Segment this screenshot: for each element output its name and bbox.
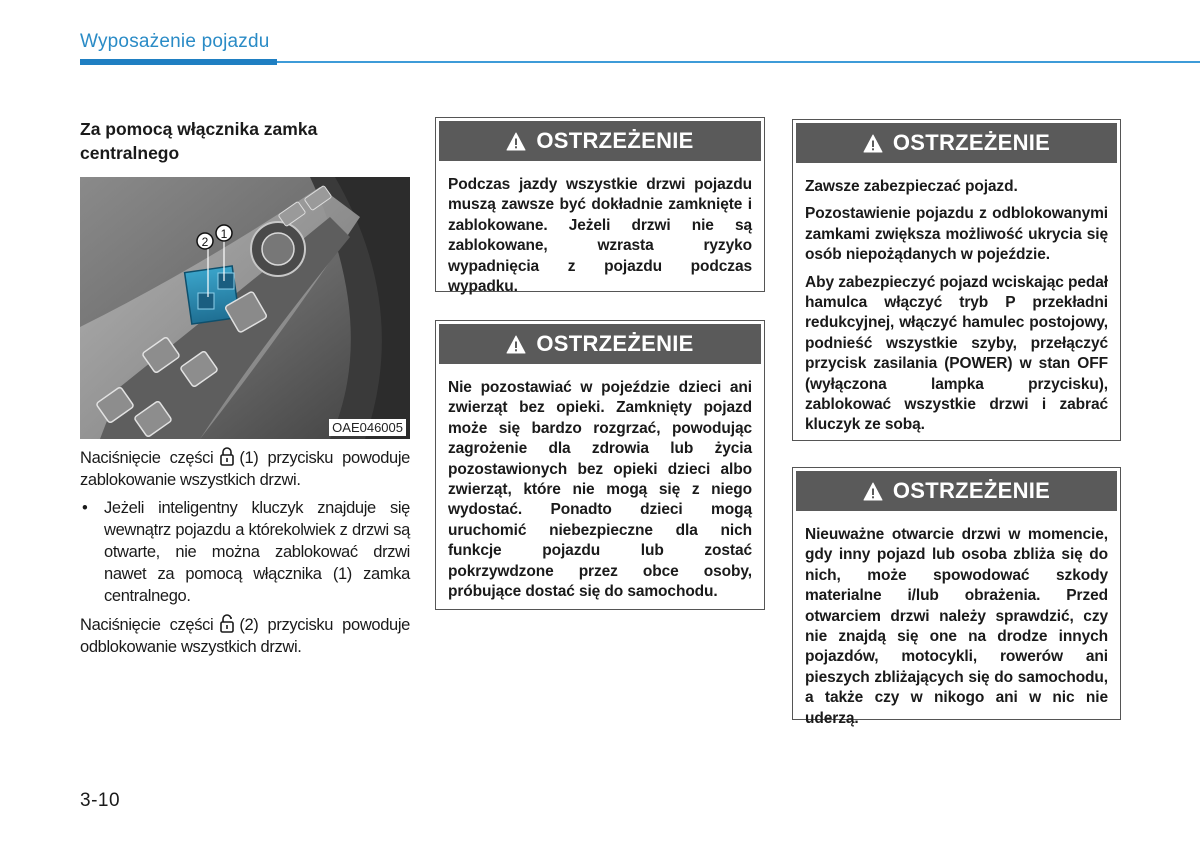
warning-body [793, 511, 1120, 744]
header-rule-accent [80, 59, 277, 65]
door-panel-illustration [80, 177, 410, 439]
warning-heading: OSTRZEŻENIE [892, 130, 1051, 155]
body-text [80, 446, 410, 664]
warning-body [793, 163, 1120, 451]
page-header-title: Wyposażenie pojazdu [80, 31, 270, 52]
page-number: 3-10 [80, 790, 121, 811]
bullet-text: Jeżeli inteligentny kluczyk znajduje się wewnątrz pojazdu a którekolwiek z drzwi są otwarte, nie można zablokować drzwi nawet za pomocą włącznika (1) zamka centralnego. [104, 499, 410, 605]
warning-heading: OSTRZEŻENIE [892, 478, 1051, 503]
callout-1-label: 1 [220, 227, 228, 241]
warning-triangle-icon [506, 335, 526, 354]
warning-header [796, 471, 1117, 511]
paragraph-unlock [80, 613, 410, 658]
warning-paragraph: Podczas jazdy wszystkie drzwi pojazdu muszą zawsze być dokładnie zamknięte i zablokowane. Jeżeli drzwi nie są zablokowane, wzrasta ryzyko wypadnięcia z pojazdu podczas wypadku. [448, 176, 752, 296]
bullet-item [80, 497, 410, 607]
warning-paragraph: Zawsze zabezpieczać pojazd. [805, 178, 1018, 195]
warning-paragraph: Pozostawienie pojazdu z odblokowanymi zamkami zwiększa możliwość ukrycia się osób niepożądanych w pojeździe. [805, 205, 1108, 264]
warning-triangle-icon [863, 134, 883, 153]
p2-text-after: (2) przycisku powoduje odblokowanie wszystkich drzwi. [80, 616, 411, 656]
warning-box [435, 320, 765, 610]
callout-2-label: 2 [201, 235, 209, 249]
section-heading-block [80, 117, 410, 165]
bullet-dot: • [82, 499, 88, 517]
warning-paragraph: Nie pozostawiać w pojeździe dzieci ani zwierząt bez opieki. Zamknięty pojazd może się bardzo rozgrzać, powodując zagrożenie dla zdrowia lub życia pozostawionych bez opieki dzieci albo zwierząt, które nie mogą się z niego wydostać. Ponadto dzieci mogą uruchomić niebezpieczne dla nich funkcje pojazdu lub zostać pokrzywdzone przez obce osoby, próbujące dostać się do samochodu. [448, 379, 752, 601]
warning-paragraph: Nieuważne otwarcie drzwi w momencie, gdy inny pojazd lub osoba zbliża się do nich, może spowodować szkody materialne i/lub obrażenia. Przed otwarciem drzwi należy sprawdzić, czy nie znajdą się one na drodze innych pojazdów, motocykli, rowerów ani pieszych zbliżających się do samochodu, a także czy w nikogo ani w nic nie uderzą. [805, 526, 1108, 727]
warning-box [435, 117, 765, 296]
p1-text-after: (1) przycisku powoduje zablokowanie wszystkich drzwi. [80, 449, 411, 489]
p1-text-before: Naciśnięcie części [80, 449, 214, 467]
paragraph-lock [80, 446, 410, 491]
warning-paragraph: Aby zabezpieczyć pojazd wciskając pedał hamulca włączyć tryb P przekładni redukcyjnej, włączyć hamulec postojowy, podnieść wszystkie szyby, przełączyć przycisk zasilania (POWER) w stan OFF (wyłączona lampka przycisku), zablokować wszystkie drzwi i zabrać kluczyk ze sobą. [805, 273, 1108, 434]
warning-triangle-icon [863, 482, 883, 501]
section-title: Za pomocą włącznika zamka centralnego [80, 119, 318, 163]
door-switch-photo [80, 177, 410, 439]
warning-heading: OSTRZEŻENIE [536, 331, 694, 356]
warning-header [439, 324, 761, 364]
figure-code: OAE046005 [329, 419, 406, 436]
warning-triangle-icon [506, 132, 526, 151]
warning-box [792, 467, 1121, 727]
p2-text-before: Naciśnięcie części [80, 616, 214, 634]
warning-body [436, 161, 764, 312]
unlock-icon [219, 613, 235, 633]
warning-header [796, 123, 1117, 163]
warning-body [436, 364, 764, 617]
warning-box [792, 119, 1121, 441]
warning-heading: OSTRZEŻENIE [536, 128, 694, 153]
lock-icon [219, 446, 235, 466]
warning-header [439, 121, 761, 161]
